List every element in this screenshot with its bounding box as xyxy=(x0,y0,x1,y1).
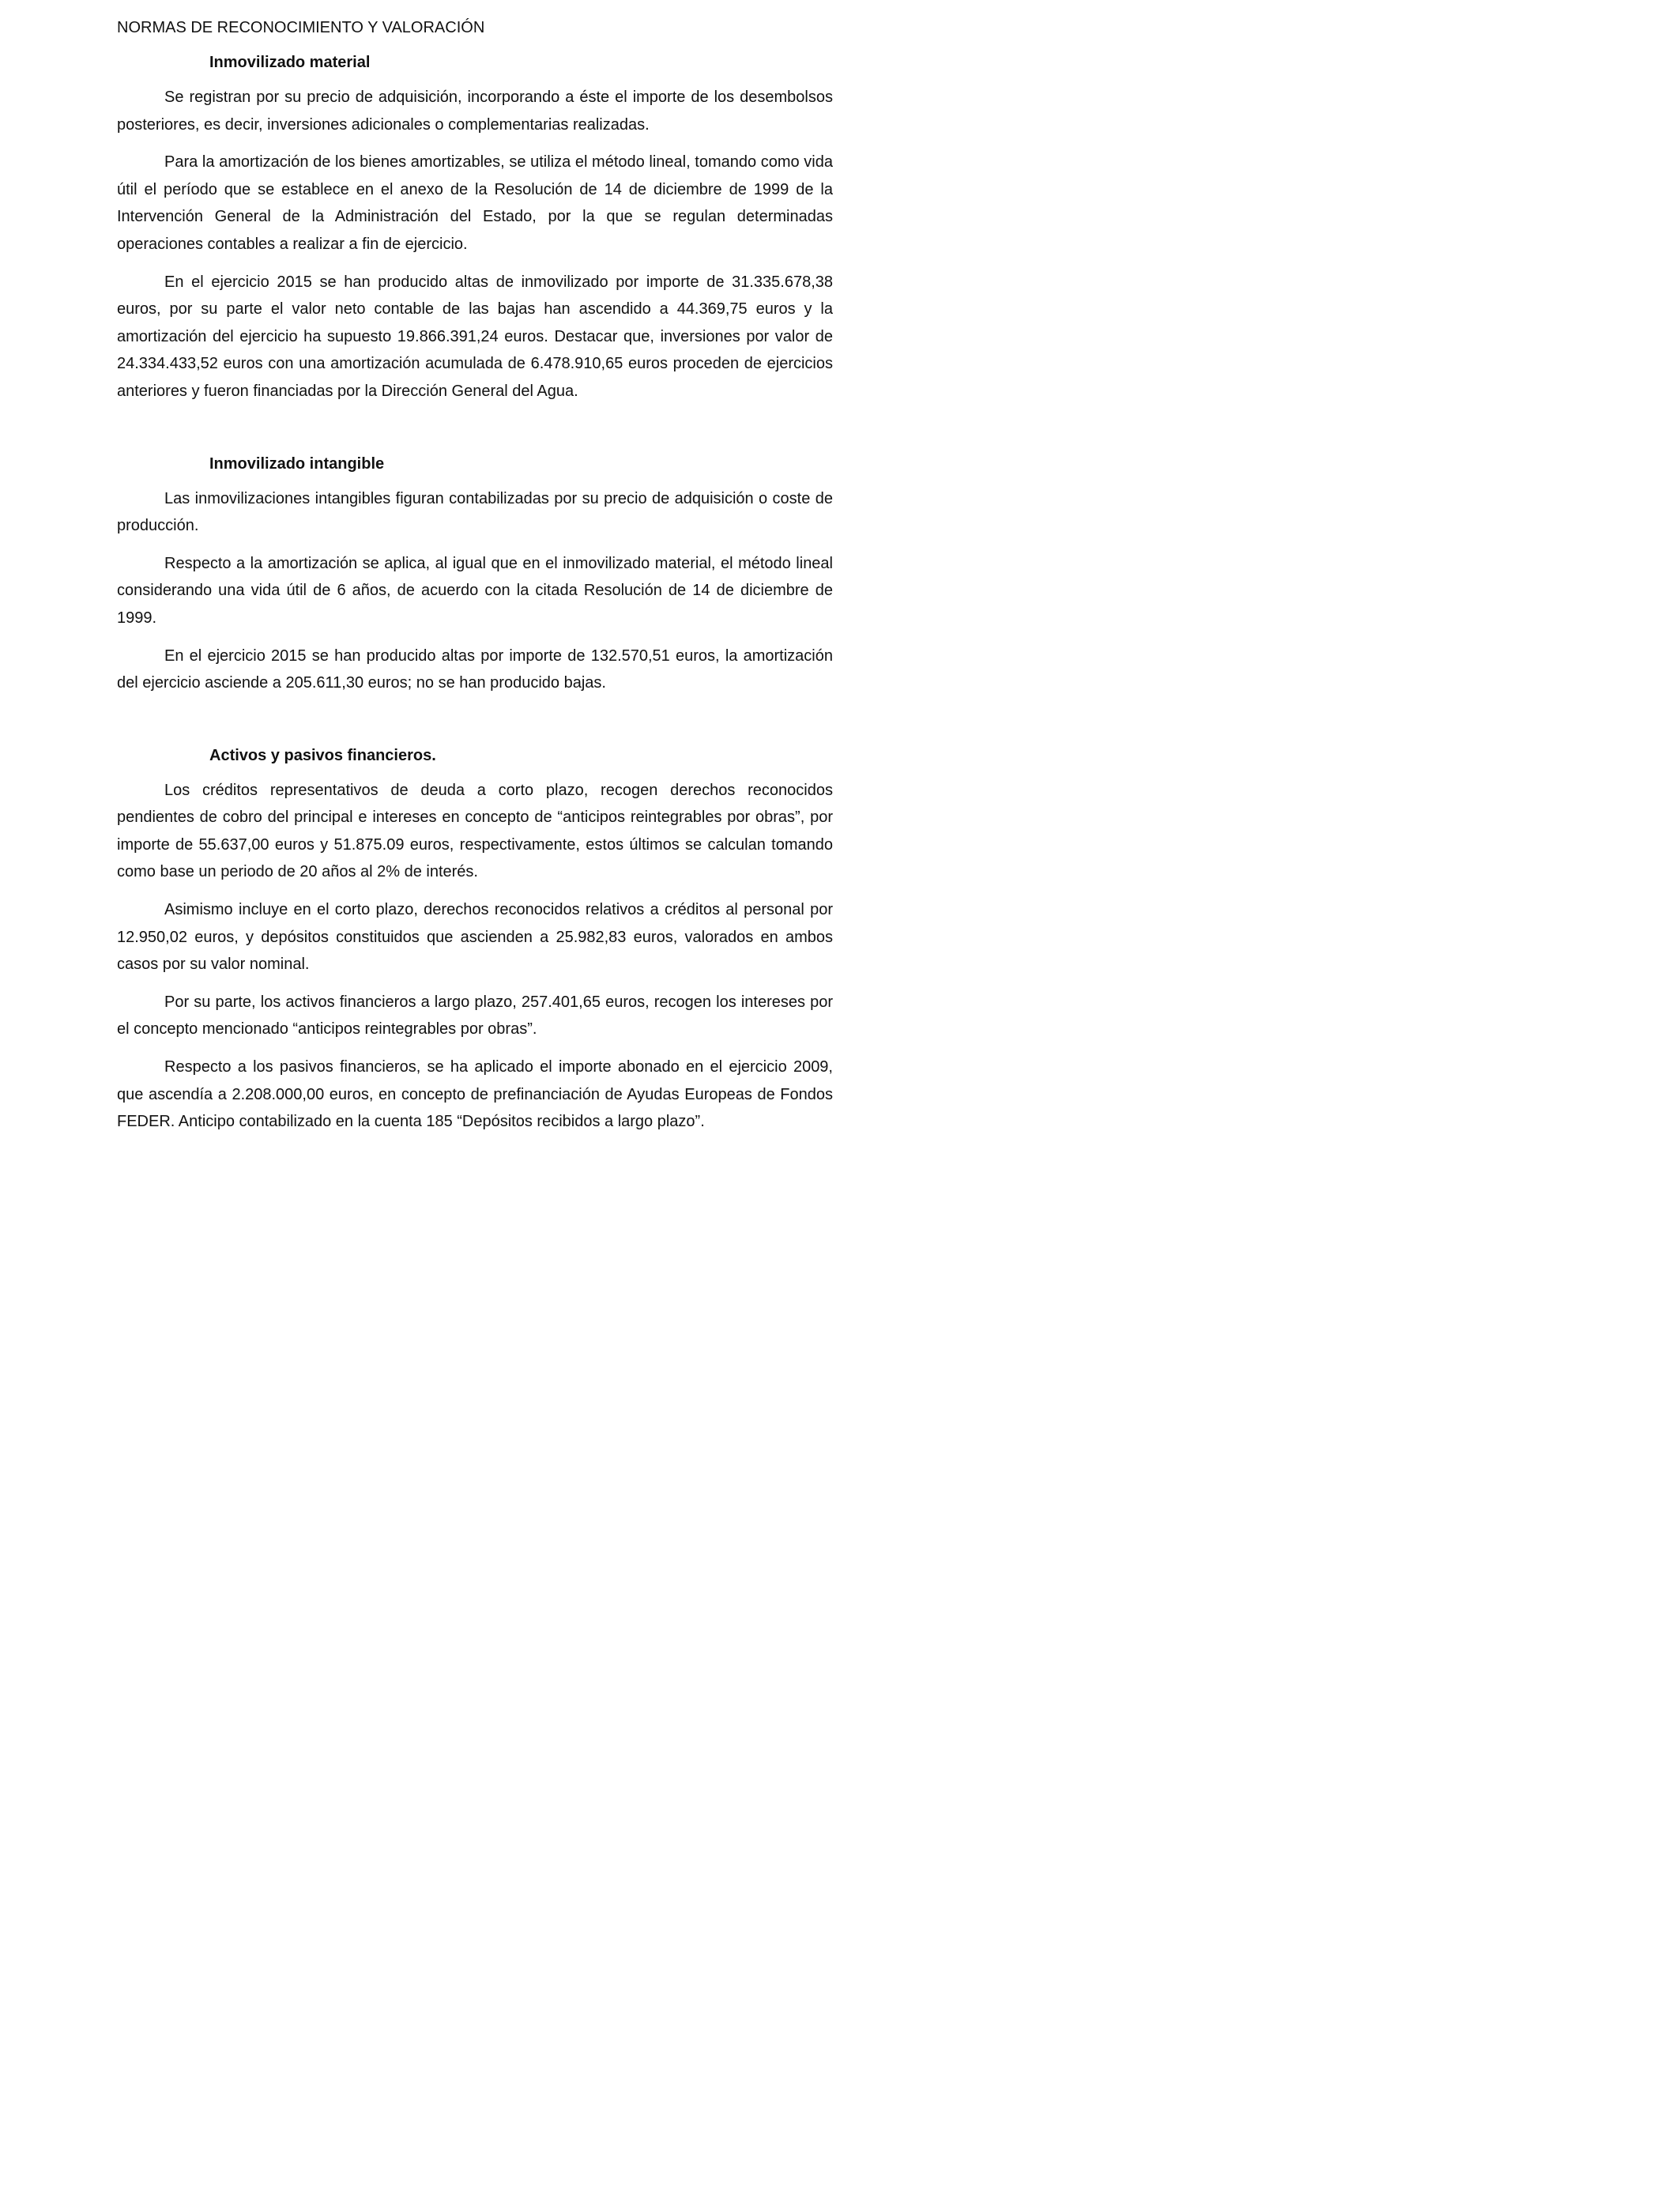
section-inmovilizado-intangible xyxy=(117,450,833,697)
section-inmovilizado-material xyxy=(117,49,833,405)
paragraph: Respecto a los pasivos financieros, se ha aplicado el importe abonado en el ejercicio 2009, que ascendía a 2.208.000,00 euros, en concepto de prefinanciación de Ayudas Europeas de Fondos FEDER. Anticipo contabilizado en la cuenta 185 “Depósitos recibidos a largo plazo”. xyxy=(117,1058,833,1131)
section-activos-pasivos-financieros xyxy=(117,742,833,1136)
section-heading: Inmovilizado intangible xyxy=(209,454,385,473)
paragraph: Por su parte, los activos financieros a largo plazo, 257.401,65 euros, recogen los intereses por el concepto mencionado “anticipos reintegrables por obras”. xyxy=(117,993,833,1039)
document-page xyxy=(117,14,833,1146)
paragraph: Los créditos representativos de deuda a corto plazo, recogen derechos reconocidos pendientes de cobro del principal e intereses en concepto de “anticipos reintegrables por obras”, por importe de 55.637,00 euros y 51.875.09 euros, respectivamente, estos últimos se calculan tomando como base un periodo de 20 años al 2% de interés. xyxy=(117,781,833,881)
document-title: NORMAS DE RECONOCIMIENTO Y VALORACIÓN xyxy=(117,19,485,36)
section-heading: Activos y pasivos financieros. xyxy=(209,746,436,764)
section-spacer xyxy=(117,707,833,734)
paragraph: En el ejercicio 2015 se han producido altas por importe de 132.570,51 euros, la amortización del ejercicio asciende a 205.611,30 euros; no se han producido bajas. xyxy=(117,647,833,692)
paragraph: Se registran por su precio de adquisición, incorporando a éste el importe de los desembolsos posteriores, es decir, inversiones adicionales o complementarias realizadas. xyxy=(117,89,833,134)
paragraph: Las inmovilizaciones intangibles figuran contabilizadas por su precio de adquisición o coste de producción. xyxy=(117,489,833,535)
paragraph: Asimismo incluye en el corto plazo, derechos reconocidos relativos a créditos al personal por 12.950,02 euros, y depósitos constituidos que ascienden a 25.982,83 euros, valorados en ambos casos por su valor nominal. xyxy=(117,901,833,974)
paragraph: Respecto a la amortización se aplica, al igual que en el inmovilizado material, el método lineal considerando una vida útil de 6 años, de acuerdo con la citada Resolución de 14 de diciembre de 1999. xyxy=(117,554,833,627)
section-spacer xyxy=(117,416,833,443)
paragraph: Para la amortización de los bienes amortizables, se utiliza el método lineal, tomando como vida útil el período que se establece en el anexo de la Resolución de 14 de diciembre de 1999 de la Intervención General de la Administración del Estado, por la que se regulan determinadas operaciones contables a realizar a fin de ejercicio. xyxy=(117,153,833,253)
paragraph: En el ejercicio 2015 se han producido altas de inmovilizado por importe de 31.335.678,38 euros, por su parte el valor neto contable de las bajas han ascendido a 44.369,75 euros y la amortización del ejercicio ha supuesto 19.866.391,24 euros. Destacar que, inversiones por valor de 24.334.433,52 euros con una amortización acumulada de 6.478.910,65 euros proceden de ejercicios anteriores y fueron financiadas por la Dirección General del Agua. xyxy=(117,273,833,400)
section-heading: Inmovilizado material xyxy=(209,54,371,71)
